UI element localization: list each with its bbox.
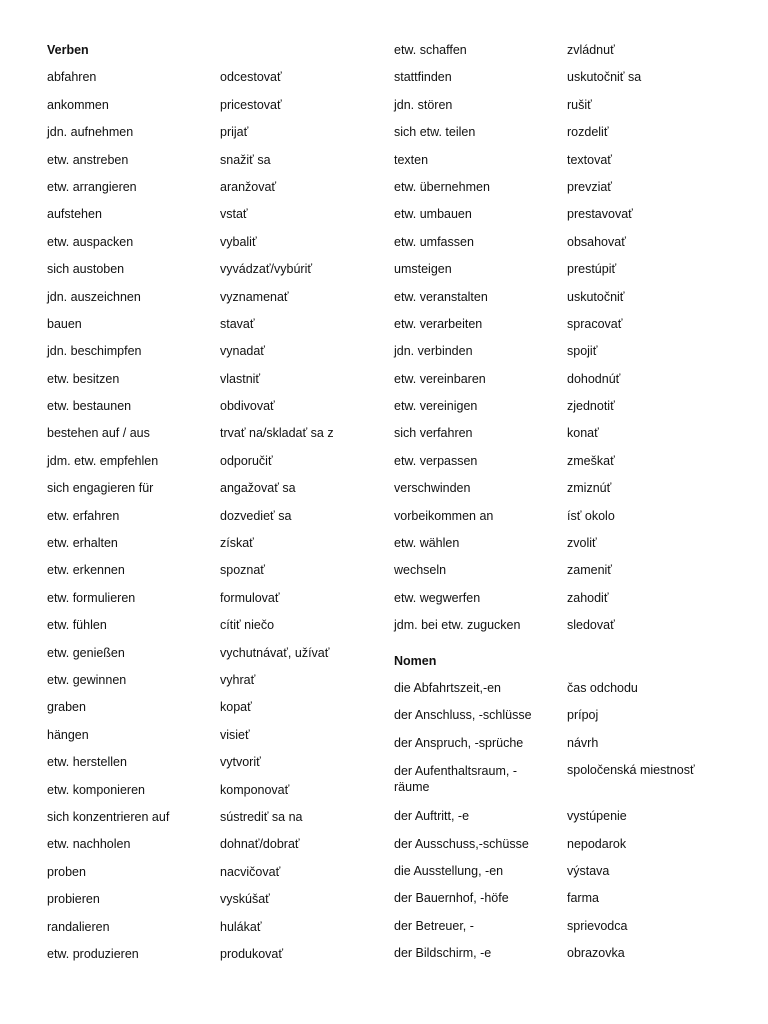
german-term: etw. übernehmen <box>394 179 490 194</box>
vocab-row <box>394 119 754 146</box>
german-term: jdn. beschimpfen <box>47 344 142 359</box>
vocab-row <box>47 201 407 228</box>
german-term: umsteigen <box>394 262 452 277</box>
vocab-row <box>47 229 407 256</box>
slovak-translation: obrazovka <box>567 946 625 961</box>
slovak-translation: stavať <box>220 316 255 331</box>
slovak-translation: obdivovať <box>220 399 275 414</box>
slovak-translation: nepodarok <box>567 836 627 851</box>
nouns-list <box>394 675 754 968</box>
slovak-translation: visieť <box>220 727 250 742</box>
vocab-row <box>47 64 407 91</box>
vocab-row <box>47 92 407 119</box>
german-term: etw. verpassen <box>394 453 478 468</box>
german-term: der Anspruch, -sprüche <box>394 735 524 750</box>
german-term: sich austoben <box>47 262 125 277</box>
slovak-translation: konať <box>567 426 599 441</box>
slovak-translation: snažiť sa <box>220 152 271 167</box>
slovak-translation: získať <box>220 536 254 551</box>
left-column <box>47 37 407 968</box>
slovak-translation: produkovať <box>220 946 284 961</box>
vocab-row <box>47 777 407 804</box>
vocab-row <box>47 804 407 831</box>
german-term: etw. arrangieren <box>47 179 137 194</box>
slovak-translation: spoznať <box>220 563 265 578</box>
vocab-row <box>394 420 754 447</box>
german-term: etw. vereinbaren <box>394 371 486 386</box>
slovak-translation: dohodnúť <box>567 371 621 386</box>
german-term: etw. herstellen <box>47 755 127 770</box>
german-term: der Auftritt, -e <box>394 809 470 824</box>
vocab-row <box>47 530 407 557</box>
german-term: graben <box>47 700 86 715</box>
slovak-translation: dozvedieť sa <box>220 508 292 523</box>
vocab-row <box>394 37 754 64</box>
vocab-row <box>47 859 407 886</box>
german-term: etw. verarbeiten <box>394 316 483 331</box>
vocab-row <box>394 612 754 639</box>
slovak-translation: odporučiť <box>220 453 273 468</box>
vocab-row <box>394 858 754 885</box>
slovak-translation: čas odchodu <box>567 680 638 695</box>
slovak-translation: vyznamenať <box>220 289 289 304</box>
vocab-row <box>47 667 407 694</box>
slovak-translation: trvať na/skladať sa z <box>220 426 334 441</box>
slovak-translation: vychutnávať, užívať <box>220 645 330 660</box>
vocab-row <box>47 338 407 365</box>
slovak-translation: prestavovať <box>567 207 633 222</box>
right-column <box>394 37 754 968</box>
vocab-row <box>47 503 407 530</box>
vocab-row <box>47 640 407 667</box>
slovak-translation: ísť okolo <box>567 508 615 523</box>
german-term: etw. erkennen <box>47 563 125 578</box>
german-term: etw. fühlen <box>47 618 107 633</box>
slovak-translation: výstava <box>567 863 610 878</box>
slovak-translation: vystúpenie <box>567 809 627 824</box>
vocab-row <box>47 941 407 968</box>
german-term: sich etw. teilen <box>394 125 476 140</box>
vocab-row <box>47 420 407 447</box>
vocab-row <box>394 338 754 365</box>
vocab-row <box>47 174 407 201</box>
german-term: etw. schaffen <box>394 43 467 57</box>
german-term: etw. besitzen <box>47 371 120 386</box>
vocab-row <box>394 147 754 174</box>
german-term: stattfinden <box>394 70 452 85</box>
slovak-translation: formulovať <box>220 590 280 605</box>
vocab-row <box>394 557 754 584</box>
vocab-row <box>394 229 754 256</box>
slovak-translation: návrh <box>567 735 599 750</box>
slovak-translation: rušiť <box>567 97 592 112</box>
german-term: der Aufenthaltsraum, -räume <box>394 764 517 795</box>
slovak-translation: sústrediť sa na <box>220 809 303 824</box>
german-term: etw. wählen <box>394 536 460 551</box>
slovak-translation: obsahovať <box>567 234 626 249</box>
vocab-row <box>394 64 754 91</box>
german-term: etw. umfassen <box>394 234 474 249</box>
slovak-translation: sledovať <box>567 618 615 633</box>
vocab-row <box>394 311 754 338</box>
slovak-translation: vyvádzať/vybúriť <box>220 262 313 277</box>
german-term: hängen <box>47 727 89 742</box>
vocab-row <box>394 585 754 612</box>
german-term: etw. formulieren <box>47 590 136 605</box>
german-term: etw. bestaunen <box>47 399 132 414</box>
vocab-row <box>394 448 754 475</box>
german-term: bestehen auf / aus <box>47 426 150 441</box>
slovak-translation: zvládnuť <box>567 43 615 57</box>
slovak-translation: vyhrať <box>220 672 256 687</box>
german-term: etw. erfahren <box>47 508 120 523</box>
german-term: etw. genießen <box>47 645 125 660</box>
section-heading-verbs: Verben <box>47 43 89 57</box>
vocab-row <box>47 914 407 941</box>
vocab-row <box>394 530 754 557</box>
slovak-translation: vyskúšať <box>220 892 270 907</box>
vocab-row <box>47 831 407 858</box>
german-term: probieren <box>47 892 100 907</box>
vocab-row <box>394 831 754 858</box>
vocab-row <box>394 393 754 420</box>
german-term: etw. anstreben <box>47 152 129 167</box>
german-term: jdn. aufnehmen <box>47 125 134 140</box>
german-term: aufstehen <box>47 207 102 222</box>
verbs-list-left <box>47 64 407 968</box>
german-term: jdn. verbinden <box>394 344 473 359</box>
slovak-translation: spoločenská miestnosť <box>567 763 695 778</box>
vocab-row <box>47 284 407 311</box>
vocab-row <box>47 475 407 502</box>
vocab-row <box>394 366 754 393</box>
slovak-translation: spracovať <box>567 316 623 331</box>
vocab-row <box>47 612 407 639</box>
slovak-translation: zvoliť <box>567 536 597 551</box>
slovak-translation: nacvičovať <box>220 864 281 879</box>
german-term: jdn. stören <box>394 97 453 112</box>
slovak-translation: textovať <box>567 152 612 167</box>
german-term: verschwinden <box>394 481 471 496</box>
vocab-row <box>47 722 407 749</box>
vocab-row <box>394 92 754 119</box>
german-term: der Ausschuss,-schüsse <box>394 836 529 851</box>
slovak-translation: prestúpiť <box>567 262 617 277</box>
german-term: etw. produzieren <box>47 946 139 961</box>
german-term: randalieren <box>47 919 110 934</box>
vocab-row <box>47 119 407 146</box>
slovak-translation: zmeškať <box>567 453 615 468</box>
slovak-translation: sprievodca <box>567 918 628 933</box>
slovak-translation: spojiť <box>567 344 598 359</box>
german-term: die Ausstellung, -en <box>394 863 504 878</box>
slovak-translation: prijať <box>220 125 249 140</box>
verbs-list-right <box>394 37 754 640</box>
slovak-translation: vytvoriť <box>220 755 261 770</box>
german-term: etw. umbauen <box>394 207 472 222</box>
vocab-row <box>47 366 407 393</box>
german-term: etw. nachholen <box>47 837 131 852</box>
slovak-translation: cítiť niečo <box>220 618 275 633</box>
section-heading-nouns: Nomen <box>394 653 437 668</box>
slovak-translation: zahodiť <box>567 590 609 605</box>
german-term: abfahren <box>47 70 97 85</box>
vocab-row <box>47 393 407 420</box>
slovak-translation: prípoj <box>567 708 599 723</box>
german-term: etw. komponieren <box>47 782 145 797</box>
slovak-translation: angažovať sa <box>220 481 296 496</box>
slovak-translation: aranžovať <box>220 179 277 194</box>
german-term: jdn. auszeichnen <box>47 289 141 304</box>
vocab-row <box>394 757 754 803</box>
german-term: der Bauernhof, -höfe <box>394 891 509 906</box>
vocab-row <box>47 585 407 612</box>
german-term: bauen <box>47 316 82 331</box>
vocab-row <box>394 256 754 283</box>
slovak-translation: vstať <box>220 207 248 222</box>
german-term: etw. erhalten <box>47 536 118 551</box>
vocab-row <box>47 256 407 283</box>
slovak-translation: prevziať <box>567 179 612 194</box>
slovak-translation: kopať <box>220 700 252 715</box>
vocab-row <box>47 448 407 475</box>
german-term: etw. gewinnen <box>47 672 127 687</box>
vocab-row <box>47 557 407 584</box>
slovak-translation: komponovať <box>220 782 290 797</box>
german-term: jdm. bei etw. zugucken <box>394 618 521 633</box>
slovak-translation: pricestovať <box>220 97 282 112</box>
vocab-row <box>47 311 407 338</box>
german-term: etw. vereinigen <box>394 399 478 414</box>
german-term: texten <box>394 152 429 167</box>
vocab-row <box>394 475 754 502</box>
slovak-translation: zjednotiť <box>567 399 615 414</box>
slovak-translation: uskutočniť sa <box>567 70 642 85</box>
german-term: ankommen <box>47 97 109 112</box>
slovak-translation: vynadať <box>220 344 265 359</box>
german-term: etw. auspacken <box>47 234 134 249</box>
german-term: sich konzentrieren auf <box>47 809 170 824</box>
vocab-row <box>394 284 754 311</box>
vocab-row <box>394 503 754 530</box>
german-term: proben <box>47 864 86 879</box>
vocab-row <box>394 885 754 912</box>
german-term: sich verfahren <box>394 426 473 441</box>
slovak-translation: rozdeliť <box>567 125 609 140</box>
german-term: der Betreuer, - <box>394 918 474 933</box>
vocab-row <box>394 675 754 702</box>
slovak-translation: vlastniť <box>220 371 261 386</box>
german-term: jdm. etw. empfehlen <box>47 453 159 468</box>
german-term: wechseln <box>394 563 447 578</box>
german-term: etw. wegwerfen <box>394 590 481 605</box>
german-term: der Anschluss, -schlüsse <box>394 708 532 723</box>
vocab-row <box>47 886 407 913</box>
german-term: etw. veranstalten <box>394 289 488 304</box>
vocab-row <box>394 913 754 940</box>
vocab-row <box>47 694 407 721</box>
slovak-translation: hulákať <box>220 919 262 934</box>
slovak-translation: vybaliť <box>220 234 257 249</box>
slovak-translation: zameniť <box>567 563 612 578</box>
slovak-translation: zmiznúť <box>567 481 612 496</box>
vocab-row <box>394 940 754 967</box>
vocab-row <box>394 803 754 830</box>
vocab-row <box>47 749 407 776</box>
vocab-row <box>394 702 754 729</box>
vocab-row <box>394 730 754 757</box>
german-term: die Abfahrtszeit,-en <box>394 680 502 695</box>
slovak-translation: dohnať/dobrať <box>220 837 300 852</box>
german-term: vorbeikommen an <box>394 508 494 523</box>
slovak-translation: farma <box>567 891 599 906</box>
slovak-translation: odcestovať <box>220 70 282 85</box>
vocab-row <box>47 147 407 174</box>
german-term: sich engagieren für <box>47 481 154 496</box>
german-term: der Bildschirm, -e <box>394 946 492 961</box>
vocab-row <box>394 174 754 201</box>
slovak-translation: uskutočniť <box>567 289 625 304</box>
vocab-row <box>394 201 754 228</box>
